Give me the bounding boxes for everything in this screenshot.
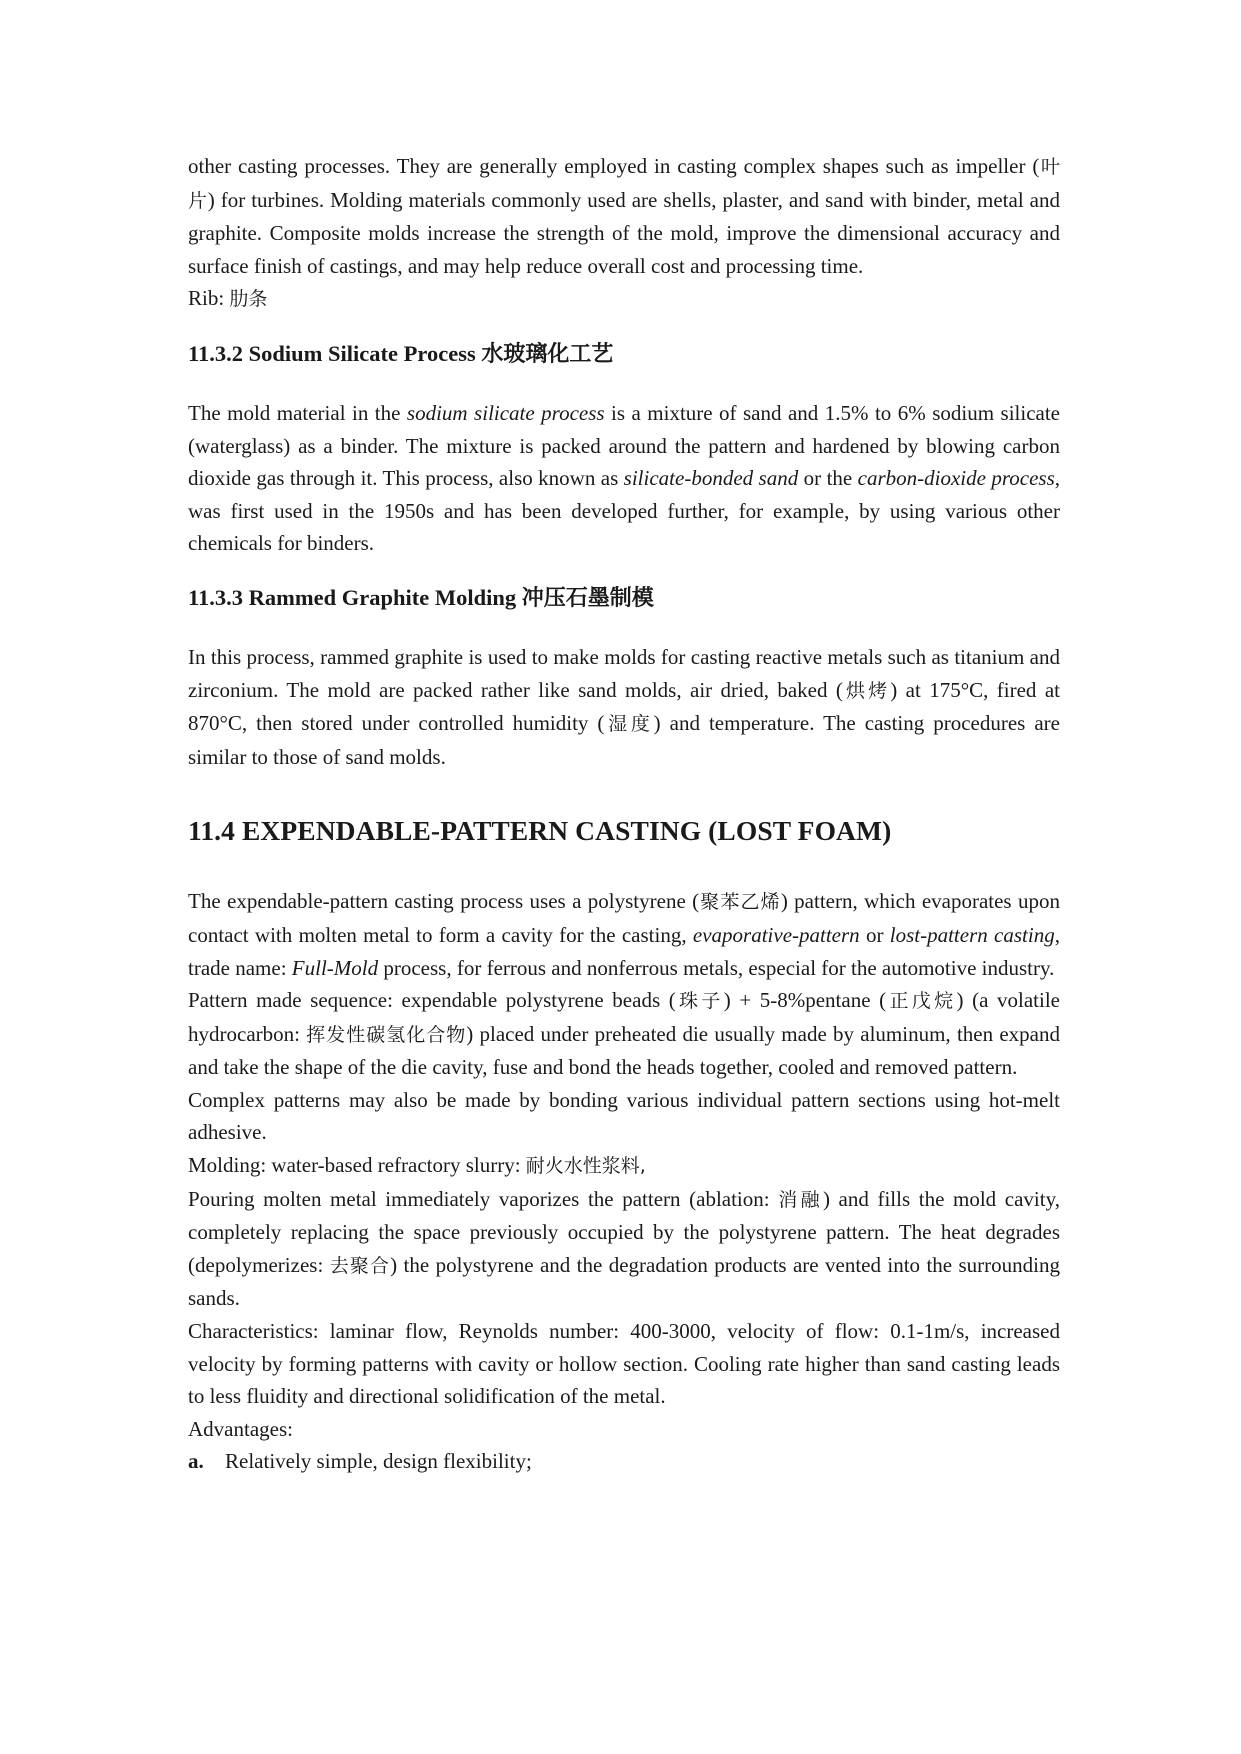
term-label: Rib:	[188, 286, 230, 311]
chinese-gloss: 叶片	[188, 156, 1060, 212]
chinese-gloss: 聚苯乙烯	[699, 891, 781, 914]
text-run: The mold material in the	[188, 400, 407, 425]
text-run: ) (a volatile hydrocarbon:	[188, 988, 1060, 1046]
list-item	[188, 1445, 1060, 1478]
heading-chinese: 冲压石墨制模	[521, 585, 654, 611]
text-run: Molding: water-based refractory slurry:	[188, 1153, 526, 1178]
chinese-gloss: 消融	[778, 1188, 823, 1211]
heading-chinese: 水玻璃化工艺	[481, 341, 614, 367]
text-run: Pattern made sequence: expendable polystyrene beads (	[188, 988, 676, 1013]
chinese-gloss: 珠子	[675, 990, 724, 1013]
list-item-text: Relatively simple, design flexibility;	[225, 1449, 532, 1474]
text-run: ) and fills the mold cavity, completely replacing the space previously occupied by the polystyrene pattern. The heat degrades (depolymerizes:	[188, 1186, 1060, 1277]
section-heading-11-3-3	[188, 582, 1060, 615]
text-run: ) and temperature. The casting procedures are similar to those of sand molds.	[188, 711, 1060, 769]
text-run: The expendable-pattern casting process uses a polystyrene (	[188, 889, 700, 914]
text-run: other casting processes. They are generally employed in casting complex shapes such as impeller (	[188, 154, 1040, 178]
text-run: or the	[798, 466, 858, 491]
text-run: ) for turbines. Molding materials commonly used are shells, plaster, and sand with binder, metal and graphite. Composite molds increase the strength of the mold, improve the dimensional accuracy and surface finish of castings, and may help reduce overall cost and processing time.	[188, 187, 1060, 278]
sodium-silicate-paragraph	[188, 397, 1060, 560]
intro-paragraph	[188, 150, 1060, 282]
pattern-sequence-paragraph	[188, 984, 1060, 1084]
italic-term: lost-pattern casting	[889, 922, 1055, 947]
chinese-gloss: 耐火水性浆料,	[525, 1155, 646, 1178]
list-marker: a.	[188, 1449, 204, 1474]
text-run: is a mixture of sand and 1.5% to 6% sodium silicate (waterglass) as a binder. The mixture is packed around the pattern and hardened by blowing carbon dioxide gas through it. This process, also known as	[188, 400, 1060, 491]
italic-term: evaporative-pattern	[692, 922, 860, 947]
text-run: Pouring molten metal immediately vaporizes the pattern (ablation:	[188, 1186, 779, 1211]
pouring-paragraph	[188, 1183, 1060, 1315]
characteristics-paragraph: Characteristics: laminar flow, Reynolds number: 400-3000, velocity of flow: 0.1-1m/s, increased velocity by forming patterns with cavity or hollow section. Cooling rate higher than sand casting leads to less fluidity and directional solidification of the metal.	[188, 1319, 1060, 1409]
chinese-gloss: 烘烤	[842, 679, 891, 702]
document-page	[188, 150, 1060, 1478]
chinese-gloss: 正戊烷	[886, 990, 957, 1013]
rammed-graphite-paragraph	[188, 641, 1060, 773]
rib-line	[188, 282, 1060, 316]
heading-text: 11.3.3 Rammed Graphite Molding	[188, 584, 522, 610]
text-run: ) pattern, which evaporates upon contact with molten metal to form a cavity for the casting,	[188, 889, 1060, 947]
chinese-gloss: 去聚合	[329, 1254, 391, 1277]
chinese-gloss: 挥发性碳氢化合物	[306, 1023, 467, 1046]
text-run: ) at 175°C, fired at 870°C, then stored under controlled humidity (	[188, 677, 1060, 736]
heading-text: 11.3.2 Sodium Silicate Process	[188, 340, 482, 366]
text-run: , trade name:	[188, 922, 1060, 980]
complex-patterns-paragraph: Complex patterns may also be made by bonding various individual pattern sections using hot-melt adhesive.	[188, 1087, 1060, 1145]
molding-line	[188, 1149, 1060, 1183]
chinese-gloss: 肋条	[229, 288, 268, 311]
italic-term: silicate-bonded sand	[623, 466, 799, 491]
text-run: or	[859, 922, 890, 947]
italic-term: carbon-dioxide process	[857, 466, 1055, 491]
text-run: ) placed under preheated die usually made by aluminum, then expand and take the shape of the die cavity, fuse and bond the heads together, cooled and removed pattern.	[188, 1021, 1060, 1080]
chinese-gloss: 湿度	[604, 713, 654, 736]
italic-term: sodium silicate process	[406, 400, 605, 425]
advantages-label: Advantages:	[188, 1416, 293, 1441]
expendable-pattern-paragraph	[188, 885, 1060, 984]
italic-term: Full-Mold	[291, 955, 379, 980]
section-heading-11-3-2	[188, 338, 1060, 371]
text-run: ) the polystyrene and the degradation products are vented into the surrounding sands.	[188, 1252, 1060, 1311]
section-heading-11-4: 11.4 EXPENDABLE-PATTERN CASTING (LOST FOAM)	[188, 815, 892, 847]
text-run: , was first used in the 1950s and has been developed further, for example, by using various other chemicals for binders.	[188, 466, 1060, 556]
text-run: In this process, rammed graphite is used to make molds for casting reactive metals such as titanium and zirconium. The mold are packed rather like sand molds, air dried, baked (	[188, 644, 1060, 702]
text-run: ) + 5-8%pentane (	[723, 988, 887, 1013]
text-run: process, for ferrous and nonferrous metals, especial for the automotive industry.	[378, 955, 1055, 980]
